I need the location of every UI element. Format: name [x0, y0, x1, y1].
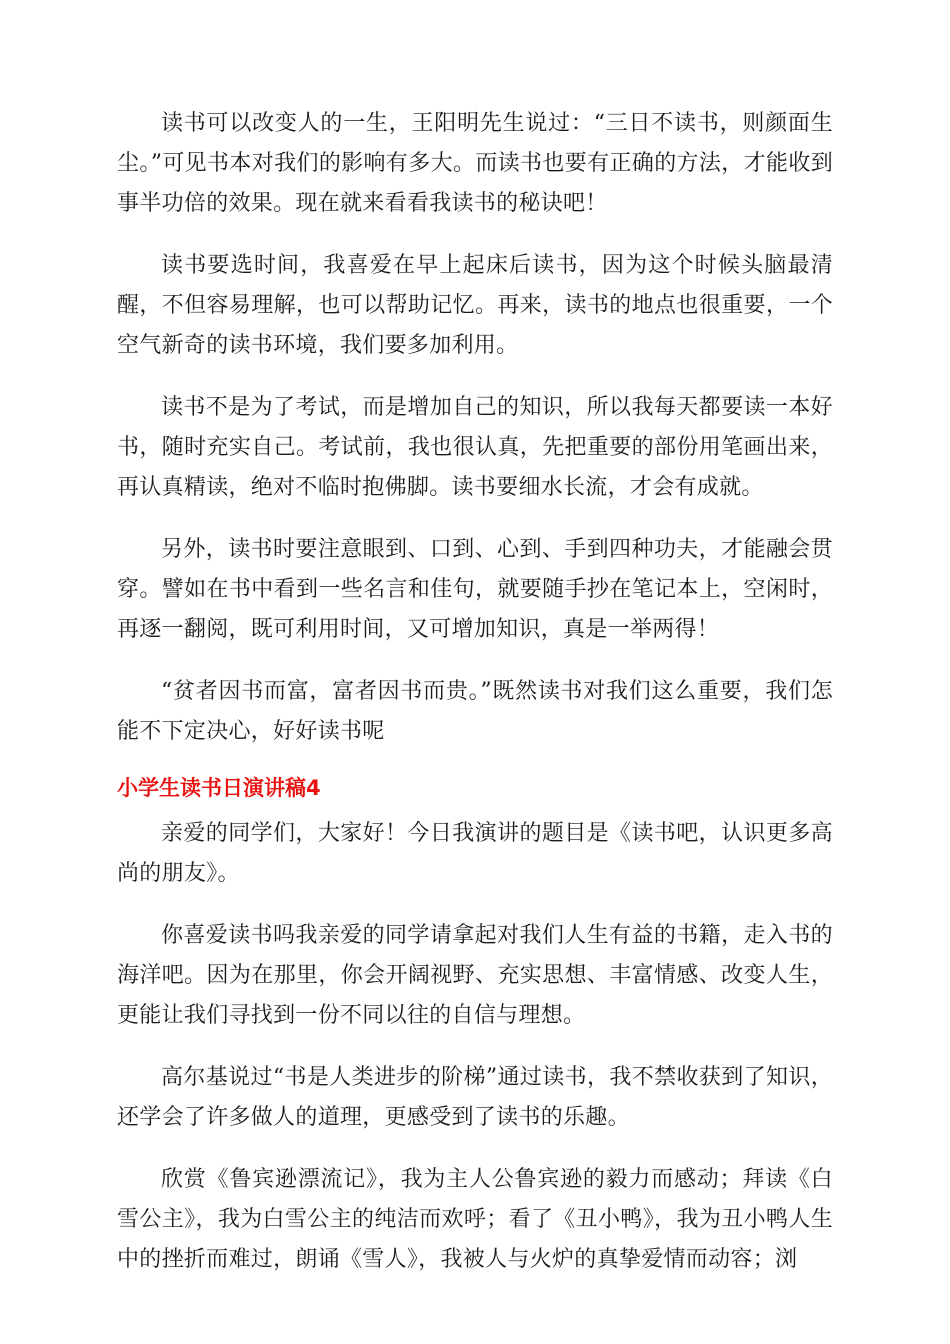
paragraph-6: 亲爱的同学们，大家好！今日我演讲的题目是《读书吧，认识更多高尚的朋友》。 — [117, 821, 833, 886]
paragraph-7: 你喜爱读书吗我亲爱的同学请拿起对我们人生有益的书籍，走入书的海洋吧。因为在那里，你会开阔视野、充实思想、丰富情感、改变人生，更能让我们寻找到一份不同以往的自信与理想。 — [117, 923, 833, 1028]
paragraph-5: “贫者因书而富，富者因书而贵。”既然读书对我们这么重要，我们怎能不下定决心，好好读书呢 — [117, 679, 833, 744]
paragraph-1: 读书可以改变人的一生，王阳明先生说过：“三日不读书，则颜面生尘。”可见书本对我们的影响有多大。而读书也要有正确的方法，才能收到事半功倍的效果。现在就来看看我读书的秘诀吧！ — [117, 111, 833, 216]
section-heading: 小学生读书日演讲稿4 — [117, 776, 321, 800]
paragraph-9: 欣赏《鲁宾逊漂流记》，我为主人公鲁宾逊的毅力而感动；拜读《白雪公主》，我为白雪公主的纯洁而欢呼；看了《丑小鸭》，我为丑小鸭人生中的挫折而难过，朗诵《雪人》，我被人与火炉的真挚爱情而动容；浏 — [117, 1167, 833, 1272]
paragraph-4: 另外，读书时要注意眼到、口到、心到、手到四种功夫，才能融会贯穿。譬如在书中看到一些名言和佳句，就要随手抄在笔记本上，空闲时，再逐一翻阅，既可利用时间，又可增加知识，真是一举两得！ — [117, 537, 833, 642]
paragraph-3: 读书不是为了考试，而是增加自己的知识，所以我每天都要读一本好书，随时充实自己。考试前，我也很认真，先把重要的部份用笔画出来，再认真精读，绝对不临时抱佛脚。读书要细水长流，才会有成就。 — [117, 395, 833, 500]
paragraph-8: 高尔基说过“书是人类进步的阶梯”通过读书，我不禁收获到了知识，还学会了许多做人的道理，更感受到了读书的乐趣。 — [117, 1065, 833, 1130]
document-page — [117, 104, 833, 1302]
paragraph-2: 读书要选时间，我喜爱在早上起床后读书，因为这个时候头脑最清醒，不但容易理解，也可以帮助记忆。再来，读书的地点也很重要，一个空气新奇的读书环境，我们要多加利用。 — [117, 253, 833, 358]
